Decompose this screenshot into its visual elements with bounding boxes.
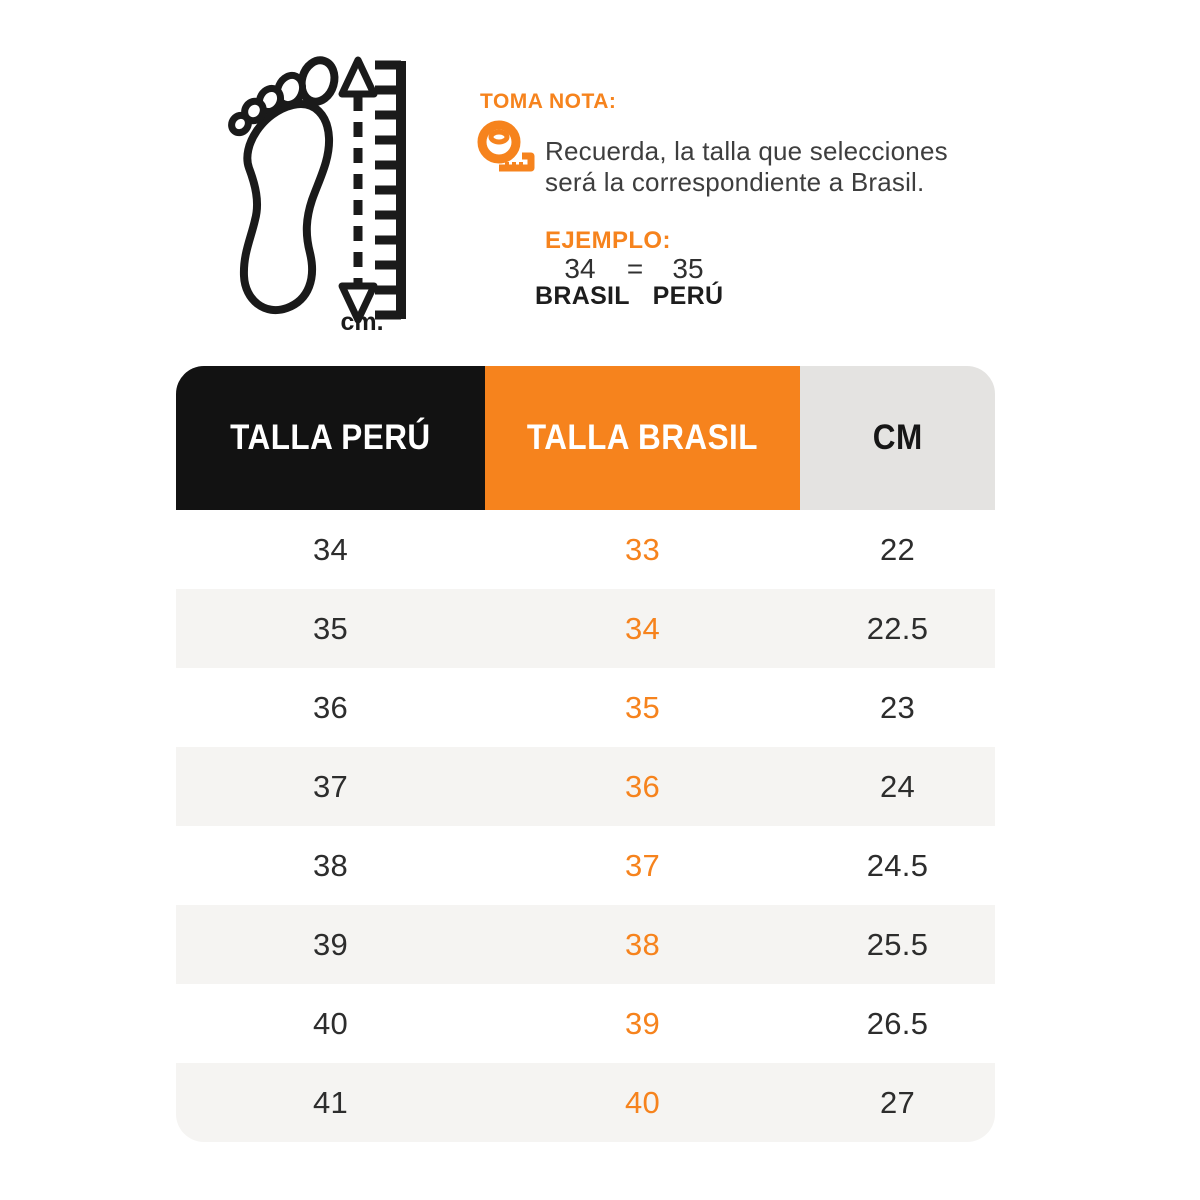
note-text <box>545 136 975 198</box>
cell-peru: 40 <box>312 1005 349 1041</box>
cell-cm: 26.5 <box>866 1005 929 1041</box>
column-header-cm <box>800 366 995 510</box>
column-header-talla-brasil-label: TALLA BRASIL <box>526 418 759 457</box>
column-header-talla-peru-label: TALLA PERÚ <box>230 418 431 457</box>
table-row <box>176 826 995 905</box>
cell-peru: 39 <box>312 926 349 962</box>
column-header-talla-brasil <box>485 366 800 510</box>
cell-brasil: 35 <box>624 689 661 725</box>
cell-cm: 24 <box>879 768 916 804</box>
cell-brasil: 33 <box>624 531 661 567</box>
cell-peru: 37 <box>312 768 349 804</box>
cell-brasil: 38 <box>624 926 661 962</box>
equals-sign: = <box>626 253 644 284</box>
table-row <box>176 1063 995 1142</box>
cell-cm: 22.5 <box>866 610 929 646</box>
double-arrow-icon <box>342 60 374 320</box>
table-header <box>176 366 995 510</box>
cell-peru: 35 <box>312 610 349 646</box>
table-row <box>176 668 995 747</box>
cell-cm: 23 <box>879 689 916 725</box>
table-row <box>176 984 995 1063</box>
note-text-line1: Recuerda, la talla que selecciones <box>545 136 948 166</box>
example-peru-value: 35 <box>672 253 704 284</box>
table-row <box>176 747 995 826</box>
cell-cm: 25.5 <box>866 926 929 962</box>
cell-brasil: 39 <box>624 1005 661 1041</box>
table-row <box>176 589 995 668</box>
cm-unit-label: cm. <box>340 308 384 336</box>
column-header-cm-label: CM <box>872 418 923 457</box>
measuring-tape-icon <box>474 118 536 174</box>
table-row <box>176 510 995 589</box>
cell-cm: 22 <box>879 531 916 567</box>
note-title: TOMA NOTA: <box>480 90 617 113</box>
cell-cm: 24.5 <box>866 847 929 883</box>
cell-brasil: 40 <box>624 1084 661 1120</box>
cell-peru: 36 <box>312 689 349 725</box>
note-text-line2: será la correspondiente a Brasil. <box>545 167 925 197</box>
footprint-icon <box>228 56 339 310</box>
table-row <box>176 905 995 984</box>
example-brasil-label: BRASIL <box>535 282 630 310</box>
cell-brasil: 37 <box>624 847 661 883</box>
cell-peru: 41 <box>312 1084 349 1120</box>
cell-peru: 38 <box>312 847 349 883</box>
example-title: EJEMPLO: <box>545 227 671 254</box>
ruler-icon <box>375 61 401 319</box>
foot-measurement-illustration <box>215 48 415 343</box>
cell-cm: 27 <box>879 1084 916 1120</box>
size-conversion-table <box>176 366 995 1142</box>
example-peru-label: PERÚ <box>652 282 724 310</box>
cell-peru: 34 <box>312 531 349 567</box>
cell-brasil: 34 <box>624 610 661 646</box>
cell-brasil: 36 <box>624 768 661 804</box>
column-header-talla-peru <box>176 366 485 510</box>
example-brasil-value: 34 <box>564 253 596 284</box>
